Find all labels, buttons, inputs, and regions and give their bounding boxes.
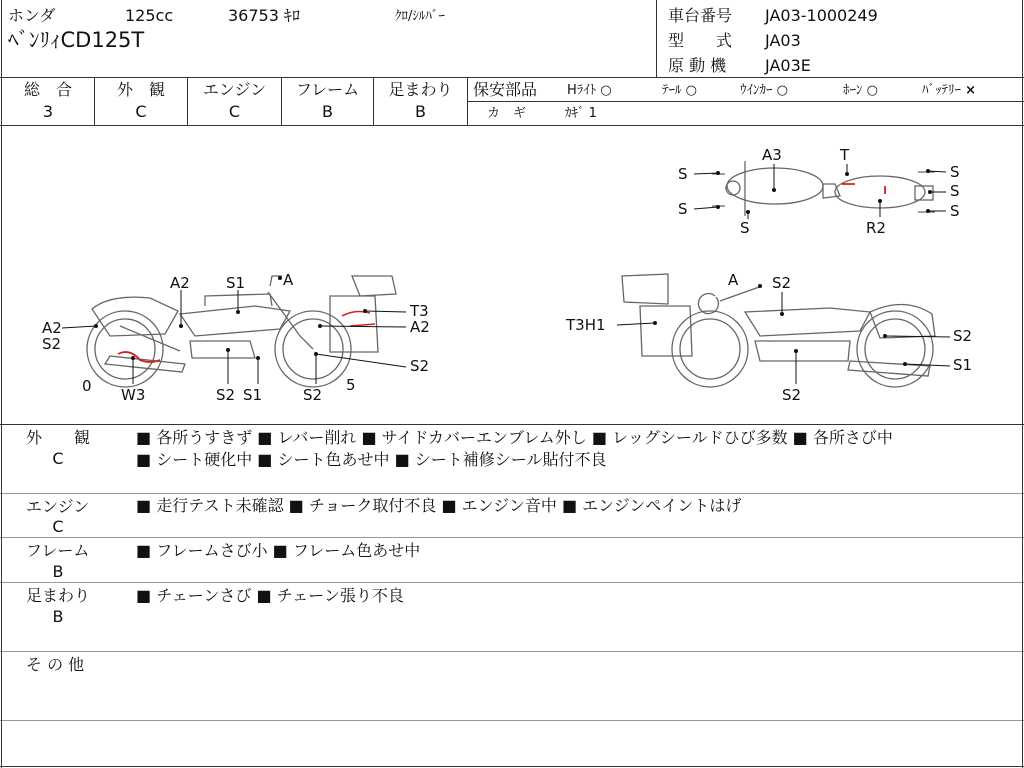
chassis-value: JA03-1000249 [765,6,878,25]
note-suspension-grade: B [52,607,64,626]
grade-frame-label: フレーム [295,80,360,99]
divider [467,77,468,125]
type-label: 型 式 [668,31,733,50]
note-frame-line: ■ フレームさび小 ■ フレーム色あせ中 [136,541,421,560]
divider [468,101,1024,102]
note-frame-grade: B [52,562,64,581]
grade-suspension-label: 足まわり [388,80,453,99]
label-s2: S2 [42,335,62,353]
grade-exterior-value: C [135,102,147,121]
divider [0,493,1024,494]
label-w3: W3 [121,386,146,404]
grade-engine-value: C [228,102,241,121]
divider [656,0,657,77]
label-t: T [840,146,850,164]
note-engine-grade: C [52,517,64,536]
safety-item-winker: ｳｲﾝｶｰ ○ [740,83,788,98]
model-name: ﾍﾞﾝﾘｨCD125T [8,28,145,52]
divider [0,766,1024,767]
safety-item-headlight: Hﾗｲﾄ ○ [567,83,612,98]
label-s1: S1 [953,356,973,374]
divider [0,537,1024,538]
note-engine-label: エンジン [26,497,90,516]
label-a2: A2 [410,318,430,336]
label-s1: S1 [243,386,263,404]
grade-engine-label: エンジン [202,80,267,99]
label-s: S [950,182,960,200]
note-other-label: そ の 他 [26,655,85,674]
divider [0,424,1024,425]
damage-diagram [0,126,1024,424]
key-value: ｶｷﾞ 1 [565,106,597,121]
mileage: 36753 ｷﾛ [228,6,300,25]
marker-dots [94,169,932,366]
grade-frame-value: B [322,102,333,121]
label-t3h1: T3H1 [566,316,606,334]
label-zero: 0 [82,377,92,395]
grade-total-label: 総 合 [23,80,72,99]
label-s: S [950,163,960,181]
motorcycle-top-view [712,161,935,216]
divider [0,77,1024,78]
type-value: JA03 [765,31,801,50]
label-s2: S2 [782,386,802,404]
safety-item-horn: ﾎｰﾝ ○ [843,83,878,98]
grade-suspension-value: B [415,102,426,121]
divider [0,651,1024,652]
grade-total-value: 3 [42,102,54,121]
chassis-label: 車台番号 [668,6,733,25]
color: ｸﾛ/ｼﾙﾊﾞｰ [395,9,445,24]
label-s2: S2 [953,327,973,345]
leader-lines [62,164,950,384]
label-a: A [728,271,739,289]
safety-label: 保安部品 [473,80,538,99]
engine-label: 原 動 機 [668,56,727,75]
label-s: S [740,219,750,237]
damage-mark [342,312,375,326]
note-exterior-line: ■ 各所うすきず ■ レバー削れ ■ サイドカバーエンブレム外し ■ レッグシールドひび多数 ■ 各所さび中 [136,428,893,447]
label-s2: S2 [410,357,430,375]
note-exterior-label: 外 観 [26,428,91,447]
label-a3: A3 [762,146,782,164]
divider [0,582,1024,583]
note-suspension-line: ■ チェーンさび ■ チェーン張り不良 [136,586,404,605]
note-frame-label: フレーム [26,541,90,560]
label-s2: S2 [216,386,236,404]
label-s: S [678,165,688,183]
grade-exterior-label: 外 観 [116,80,165,99]
label-s1: S1 [226,274,246,292]
displacement: 125cc [125,6,174,25]
label-s: S [678,200,688,218]
label-a: A [283,271,294,289]
note-engine-line: ■ 走行テスト未確認 ■ チョーク取付不良 ■ エンジン音中 ■ エンジンペイントはげ [136,496,742,515]
label-s2: S2 [303,386,323,404]
label-s: S [950,202,960,220]
note-exterior-grade: C [52,449,64,468]
label-a2: A2 [42,319,62,337]
divider [0,720,1024,721]
engine-value: JA03E [765,56,811,75]
label-a2: A2 [170,274,190,292]
safety-item-tail: ﾃｰﾙ ○ [662,83,697,98]
label-five: 5 [346,376,356,394]
safety-item-battery: ﾊﾞｯﾃﾘｰ × [922,83,977,98]
label-s2: S2 [772,274,792,292]
note-exterior-line: ■ シート硬化中 ■ シート色あせ中 ■ シート補修シール貼付不良 [136,450,607,469]
label-r2: R2 [866,219,886,237]
key-label: カ ギ [487,106,527,121]
label-t3: T3 [410,302,429,320]
damage-mark [842,184,885,194]
maker: ホンダ [8,6,56,25]
note-suspension-label: 足まわり [26,586,91,605]
